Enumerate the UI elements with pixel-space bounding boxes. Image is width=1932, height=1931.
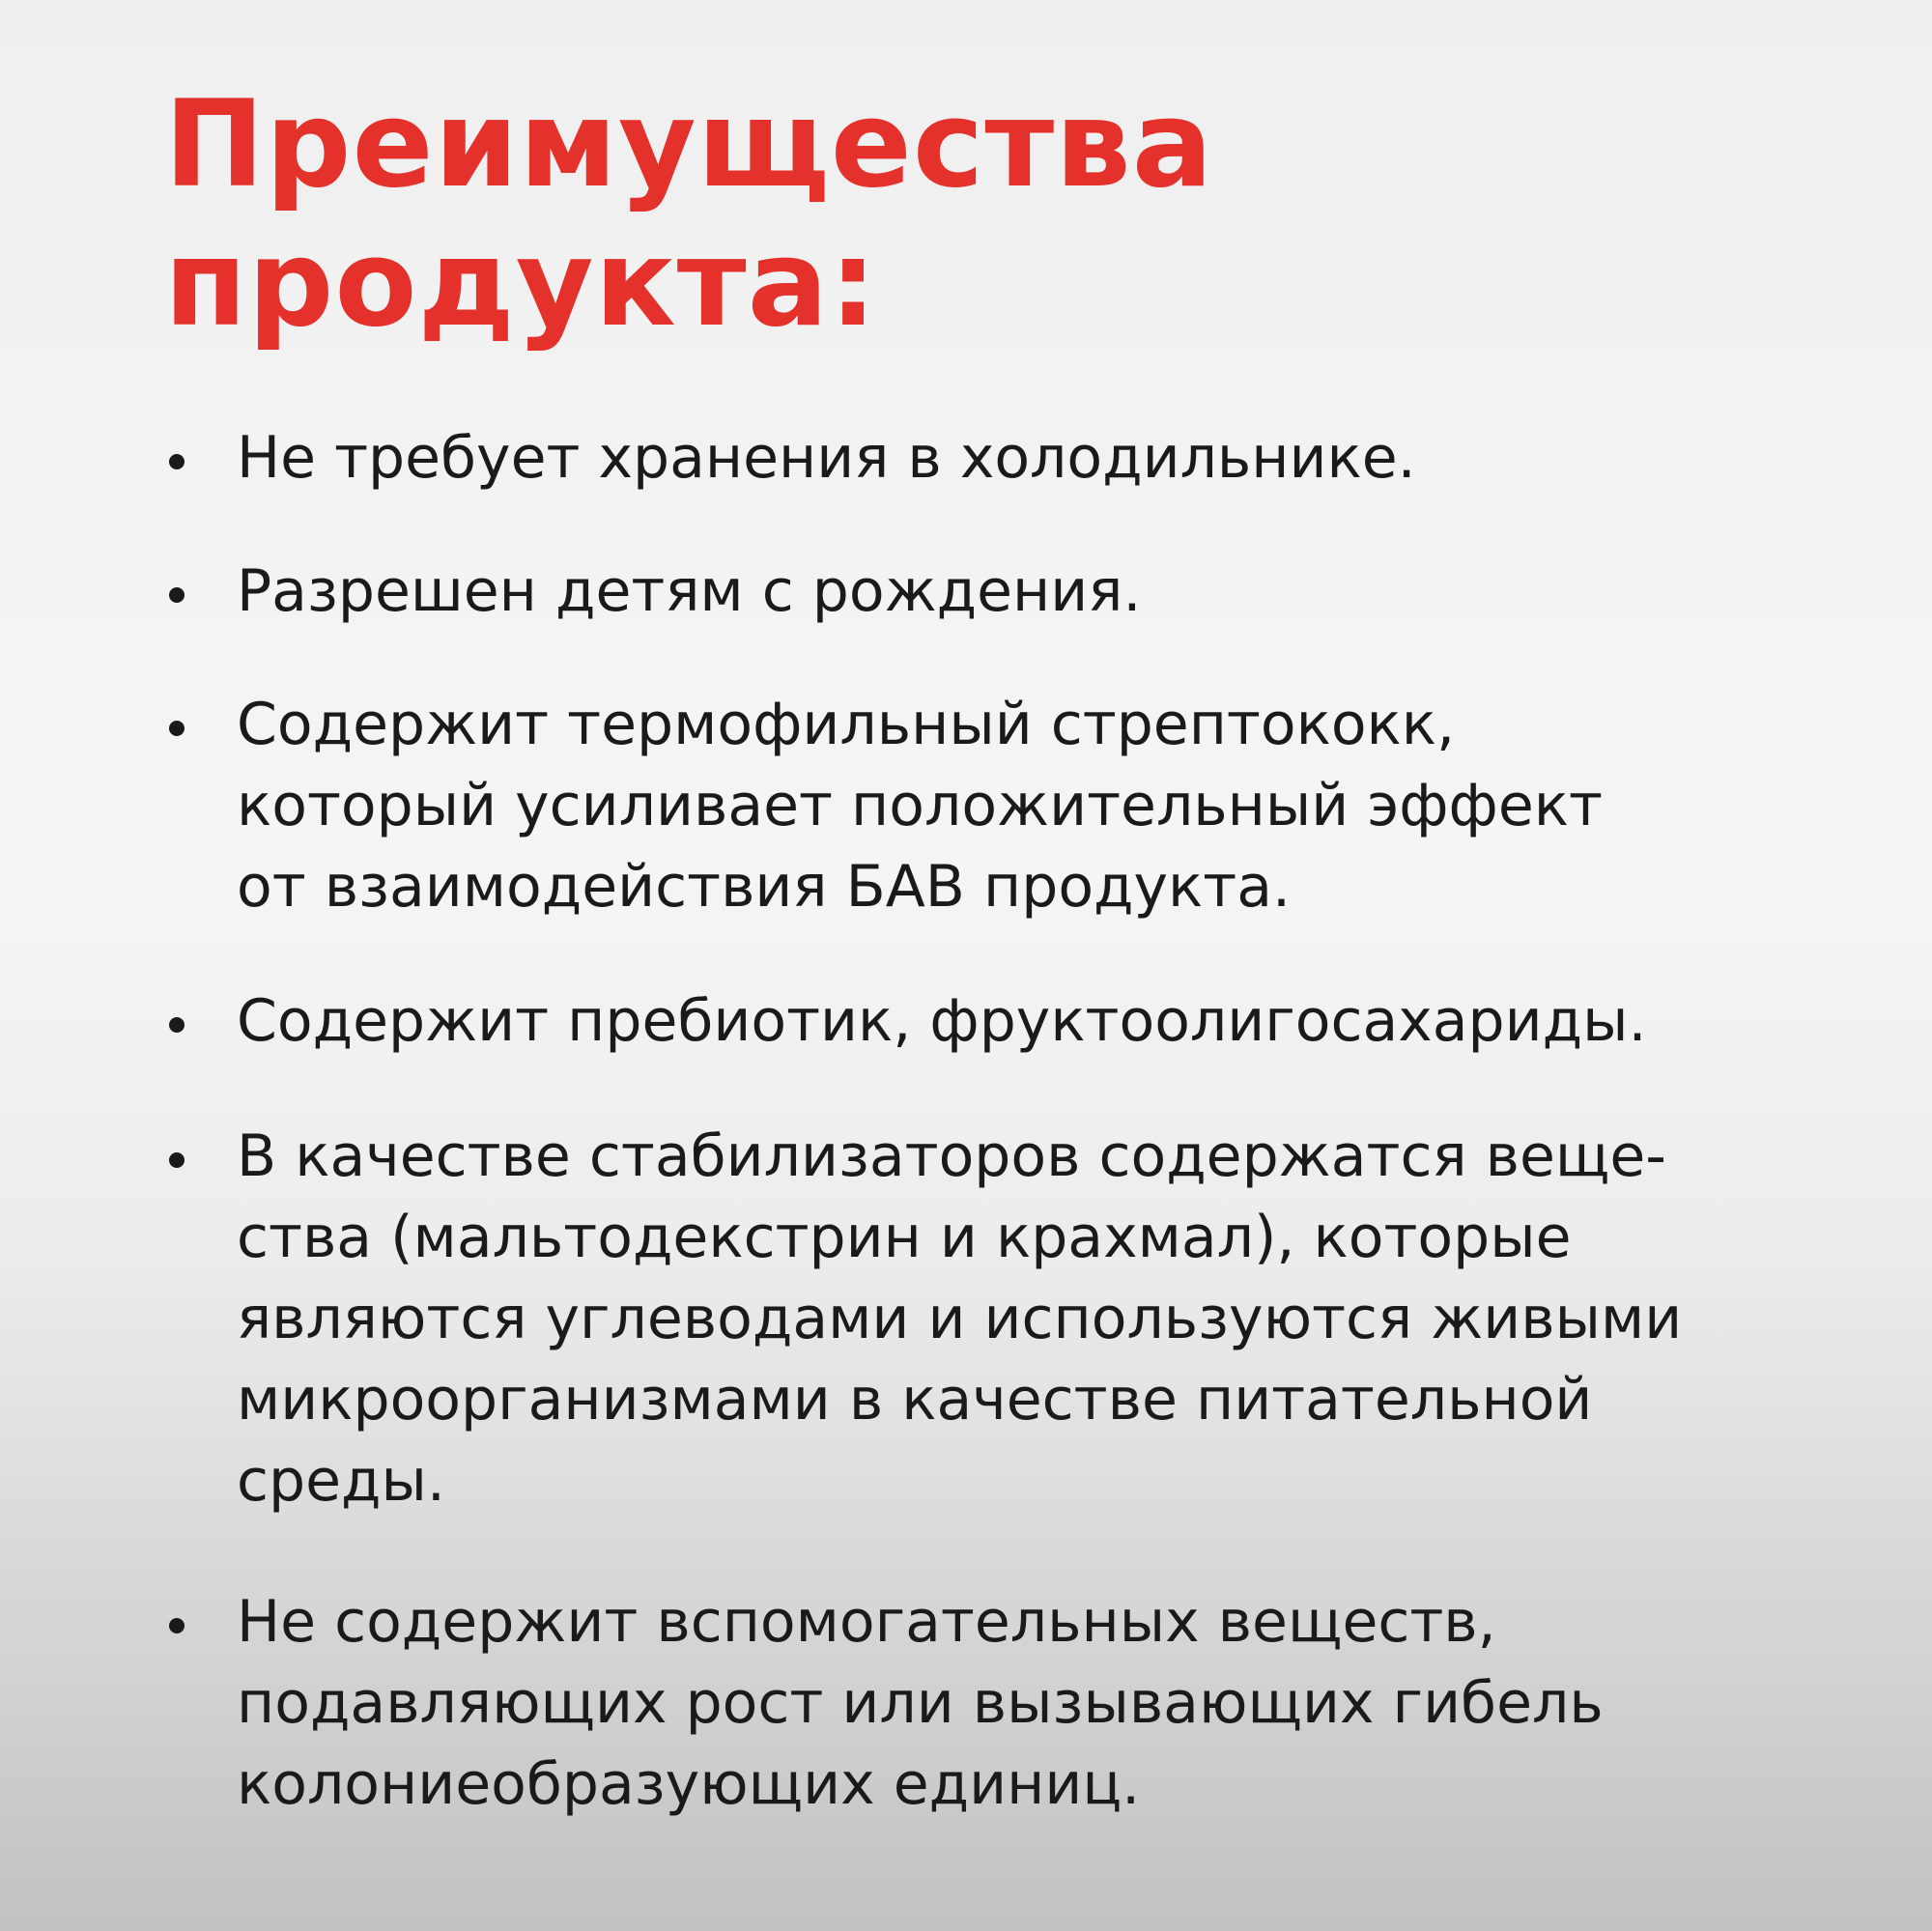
- benefit-text-line: В качестве стабилизаторов содержатся веще-: [237, 1122, 1666, 1190]
- benefit-text-line: Не требует хранения в холодильнике.: [237, 424, 1416, 492]
- benefit-text-line: Разрешен детям с рождения.: [237, 557, 1142, 625]
- benefit-text-line: от взаимодействия БАВ продукта.: [237, 853, 1292, 921]
- bullet-icon: [169, 454, 185, 469]
- benefit-text-line: ства (мальтодекстрин и крахмал), которые: [237, 1204, 1572, 1271]
- benefit-text-line: Не содержит вспомогательных веществ,: [237, 1588, 1496, 1656]
- bullet-icon: [169, 1618, 185, 1633]
- page-title-line-2: продукта:: [164, 214, 878, 354]
- benefit-text-line: Содержит пребиотик, фруктоолигосахариды.: [237, 987, 1647, 1055]
- benefit-text-line: являются углеводами и используются живыми: [237, 1285, 1683, 1352]
- bullet-icon: [169, 1017, 185, 1033]
- benefit-text-line: колониеобразующих единиц.: [237, 1750, 1141, 1818]
- bullet-icon: [169, 721, 185, 736]
- page-title-line-1: Преимущества: [164, 75, 1214, 214]
- bullet-icon: [169, 1152, 185, 1168]
- benefit-text: [237, 417, 1860, 498]
- benefit-text: [237, 1581, 1860, 1825]
- benefit-text-line: который усиливает положительный эффект: [237, 772, 1603, 839]
- benefit-text: [237, 684, 1860, 927]
- bullet-icon: [169, 587, 185, 603]
- benefit-text: [237, 980, 1860, 1062]
- benefit-text-line: подавляющих рост или вызывающих гибель: [237, 1669, 1604, 1737]
- benefit-text-line: среды.: [237, 1447, 445, 1515]
- benefit-text-line: микроорганизмами в качестве питательной: [237, 1366, 1593, 1434]
- benefit-text-line: Содержит термофильный стрептококк,: [237, 691, 1456, 758]
- benefit-text: [237, 551, 1860, 632]
- benefit-text: [237, 1116, 1860, 1521]
